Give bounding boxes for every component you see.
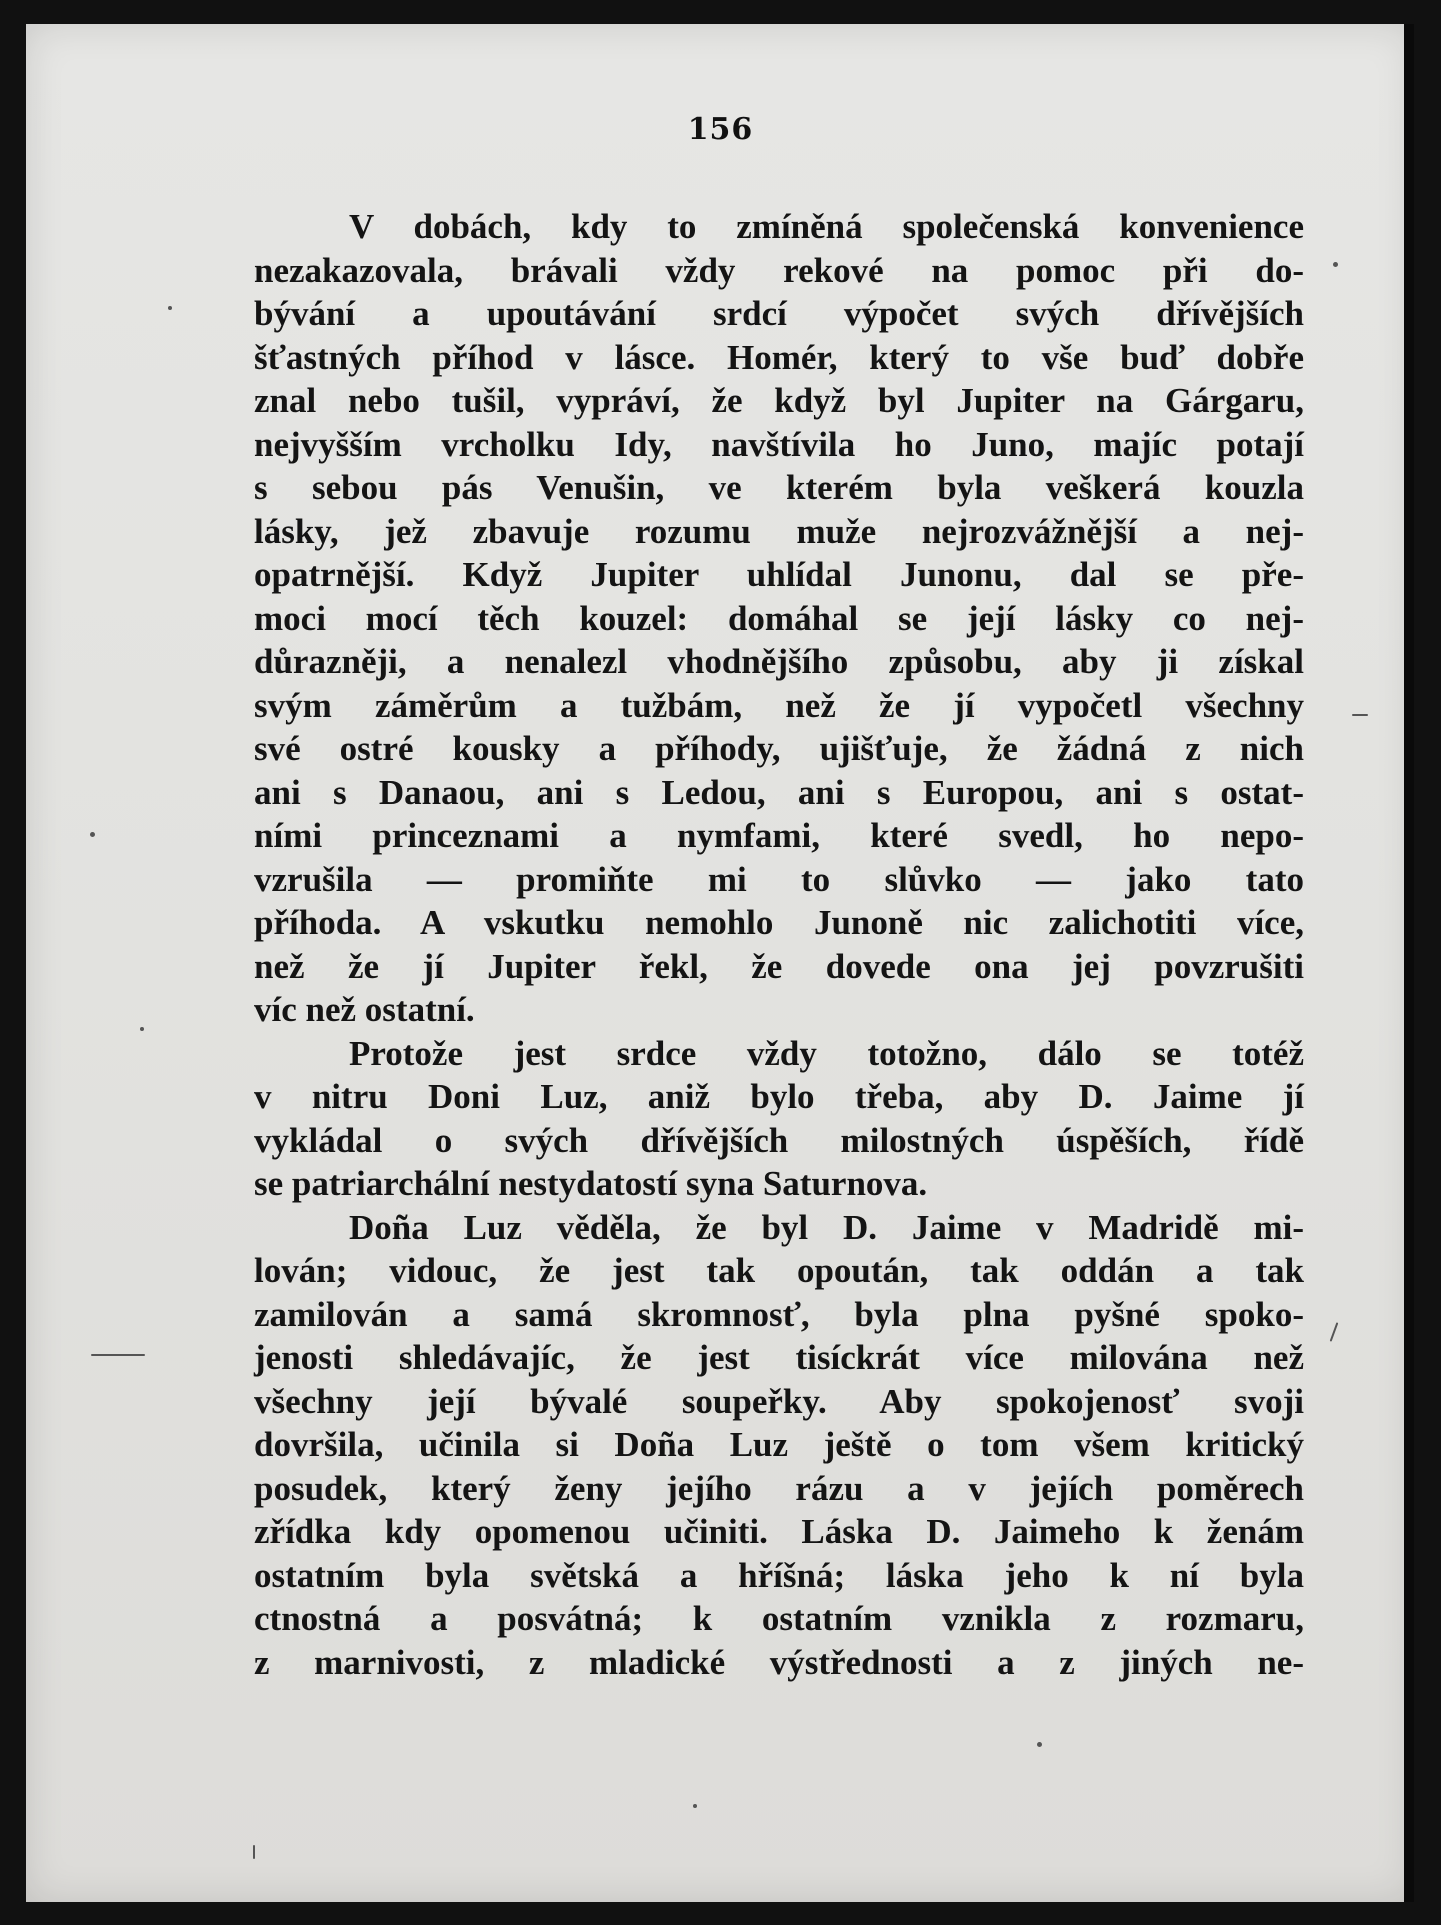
scan-speck <box>1352 714 1368 716</box>
page-edge-shadow <box>1404 24 1414 1902</box>
scan-speck <box>693 1804 697 1808</box>
text-line: důrazněji, a nenalezl vhodnějšího způsobu, aby ji získal <box>254 642 1304 681</box>
text-line: Doña Luz věděla, že byl D. Jaime v Madridě mi- <box>349 1207 1304 1247</box>
scan-speck <box>90 832 95 837</box>
text-line: ani s Danaou, ani s Ledou, ani s Europou, ani s ostat- <box>254 772 1304 812</box>
text-line: moci mocí těch kouzel: domáhal se její lásky co nej- <box>254 598 1304 638</box>
text-line: v nitru Doni Luz, aniž bylo třeba, aby D. Jaime jí <box>254 1077 1304 1116</box>
text-line: vykládal o svých dřívějších milostných úspěších, řídě <box>254 1120 1304 1160</box>
text-line: lován; vidouc, že jest tak opoután, tak oddán a tak <box>254 1251 1304 1290</box>
paragraph-2 <box>254 1032 1304 1206</box>
paragraph-3 <box>254 1206 1304 1685</box>
text-line: opatrnější. Když Jupiter uhlídal Junonu, dal se pře- <box>254 555 1304 594</box>
text-line: příhoda. A vskutku nemohlo Junoně nic zalichotiti více, <box>254 903 1304 942</box>
text-line: ostatním byla světská a hříšná; láska jeho k ní byla <box>254 1555 1304 1595</box>
scan-speck <box>253 1845 255 1859</box>
text-line: bývání a upoutávání srdcí výpočet svých dřívějších <box>254 294 1304 333</box>
paragraph-1 <box>254 205 1304 1032</box>
text-line: všechny její bývalé soupeřky. Aby spokojenosť svoji <box>254 1381 1304 1421</box>
text-line: své ostré kousky a příhody, ujišťuje, že žádná z nich <box>254 729 1304 768</box>
text-line: zamilován a samá skromnosť, byla plna pyšné spoko- <box>254 1294 1304 1334</box>
text-line: nezakazovala, brávali vždy rekové na pomoc při do- <box>254 250 1304 290</box>
text-line: se patriarchální nestydatostí syna Saturnova. <box>254 1164 928 1203</box>
text-line: Protože jest srdce vždy totožno, dálo se totéž <box>349 1033 1304 1073</box>
text-line: znal nebo tušil, vypráví, že když byl Jupiter na Gárgaru, <box>254 381 1304 420</box>
text-line: lásky, jež zbavuje rozumu muže nejrozvážnější a nej- <box>254 511 1304 551</box>
text-line: než že jí Jupiter řekl, že dovede ona jej povzrušiti <box>254 946 1304 986</box>
text-line: zřídka kdy opomenou učiniti. Láska D. Jaimeho k ženám <box>254 1512 1304 1551</box>
scan-speck <box>168 306 172 310</box>
text-line: ními princeznami a nymfami, které svedl, ho nepo- <box>254 816 1304 855</box>
text-line: nejvyšším vrcholku Idy, navštívila ho Juno, majíc potají <box>254 424 1304 464</box>
text-line: posudek, který ženy jejího rázu a v jejích poměrech <box>254 1468 1304 1508</box>
scan-speck <box>91 1354 145 1356</box>
scan-speck <box>1333 262 1338 267</box>
text-line: jenosti shledávajíc, že jest tisíckrát více milována než <box>254 1338 1304 1377</box>
body-text <box>254 205 1304 1684</box>
text-line: V dobách, kdy to zmíněná společenská konvenience <box>349 207 1304 246</box>
text-line: šťastných příhod v lásce. Homér, který to vše buď dobře <box>254 337 1304 377</box>
text-line: vzrušila — promiňte mi to slůvko — jako tato <box>254 859 1304 899</box>
scan-speck <box>140 1027 144 1031</box>
text-line: z marnivosti, z mladické výstřednosti a z jiných ne- <box>254 1642 1304 1682</box>
text-line: ctnostná a posvátná; k ostatním vznikla z rozmaru, <box>254 1599 1304 1638</box>
page-number: 156 <box>687 112 754 147</box>
text-line: s sebou pás Venušin, ve kterém byla veškerá kouzla <box>254 468 1304 507</box>
text-line: dovršila, učinila si Doña Luz ještě o tom všem kritický <box>254 1425 1304 1464</box>
text-line: svým záměrům a tužbám, než že jí vypočetl všechny <box>254 685 1304 725</box>
text-line: víc než ostatní. <box>254 990 475 1029</box>
scan-speck <box>1037 1742 1042 1747</box>
